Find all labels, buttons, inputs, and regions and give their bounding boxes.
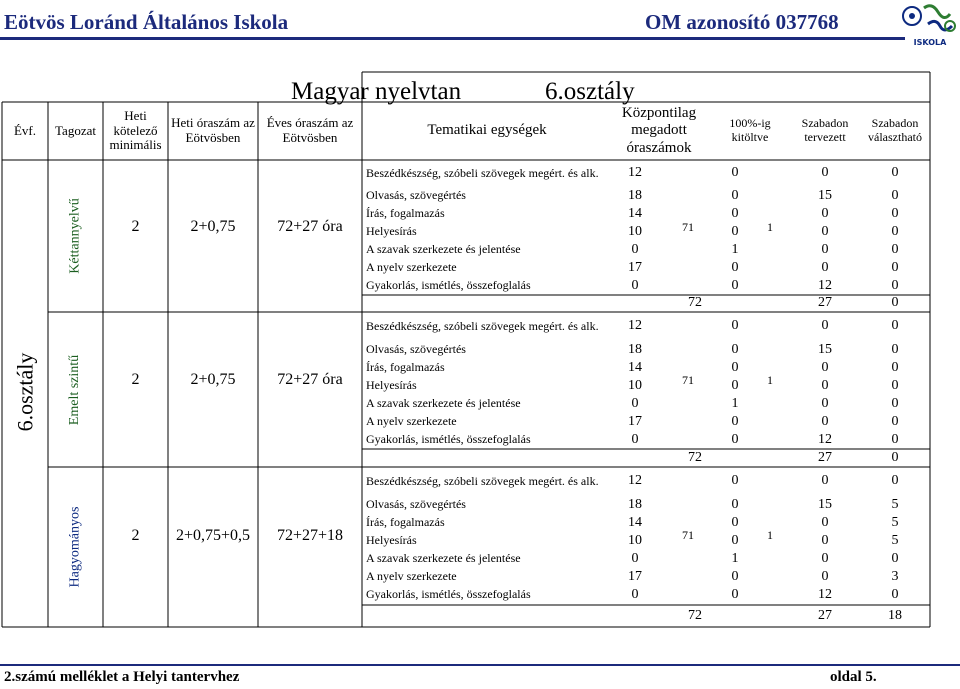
ext-cell: 0 <box>891 586 899 602</box>
kozp-cell: 18 <box>628 187 642 203</box>
eves-oraszam-value: 72+27 óra <box>277 218 343 236</box>
col-szabadon-tervezett: Szabadon tervezett <box>801 116 849 144</box>
eves-oraszam-value: 72+27+18 <box>276 526 344 544</box>
class-title: 6.osztály <box>545 78 635 105</box>
total-kozp: 72 <box>688 449 702 465</box>
tagozat-label: Emelt szintű <box>67 354 83 425</box>
heti-eotvos-value: 2+0,75 <box>190 218 236 236</box>
ext-cell: 0 <box>891 431 899 447</box>
table-row: Írás, fogalmazás <box>366 206 445 221</box>
terv-cell: 1 <box>731 241 739 257</box>
ext-cell: 0 <box>891 395 899 411</box>
val-cell: 0 <box>821 205 829 221</box>
heti-kotelezo-value: 2 <box>131 371 140 389</box>
header-rule <box>0 37 905 40</box>
val-cell: 0 <box>821 377 829 393</box>
szazalek-extra: 1 <box>767 528 773 543</box>
table-row: Beszédkészség, szóbeli szövegek megért. és alk. <box>366 165 599 180</box>
terv-cell: 0 <box>731 586 739 602</box>
total-val: 27 <box>818 449 832 465</box>
terv-cell: 0 <box>731 223 739 239</box>
kozp-cell: 0 <box>631 586 639 602</box>
ext-cell: 5 <box>891 514 899 530</box>
kozp-cell: 0 <box>631 550 639 566</box>
val-cell: 0 <box>821 359 829 375</box>
kozp-cell: 14 <box>628 514 642 530</box>
kozp-cell: 0 <box>631 431 639 447</box>
terv-cell: 0 <box>731 259 739 275</box>
val-cell: 0 <box>821 241 829 257</box>
footer-attachment: 2.számú melléklet a Helyi tantervhez <box>4 669 240 685</box>
table-row: A szavak szerkezete és jelentése <box>366 396 521 411</box>
val-cell: 0 <box>821 223 829 239</box>
val-cell: 12 <box>818 586 832 602</box>
school-logo <box>898 2 960 48</box>
ext-cell: 0 <box>891 277 899 293</box>
table-row: Beszédkészség, szóbeli szövegek megért. és alk. <box>366 318 599 333</box>
school-name: Eötvös Loránd Általános Iskola <box>4 10 289 34</box>
tagozat-label: Hagyományos <box>67 506 83 588</box>
val-cell: 12 <box>818 277 832 293</box>
table-row: Gyakorlás, ismétlés, összefoglalás <box>366 278 531 293</box>
terv-cell: 0 <box>731 532 739 548</box>
page-number: oldal 5. <box>830 669 877 685</box>
ext-cell: 0 <box>891 187 899 203</box>
val-cell: 15 <box>818 187 832 203</box>
val-cell: 15 <box>818 341 832 357</box>
col-evf: Évf. <box>13 122 37 138</box>
ext-cell: 0 <box>891 377 899 393</box>
table-row: Helyesírás <box>366 533 417 548</box>
subject-title: Magyar nyelvtan <box>291 78 462 105</box>
table-row: A nyelv szerkezete <box>366 260 457 275</box>
table-row: Beszédkészség, szóbeli szövegek megért. és alk. <box>366 473 599 488</box>
heti-eotvos-value: 2+0,75 <box>190 371 236 389</box>
col-szabadon-valaszthato: Szabadon választható <box>868 116 922 144</box>
szazalek-value: 71 <box>682 219 694 234</box>
val-cell: 0 <box>821 514 829 530</box>
terv-cell: 0 <box>731 318 739 334</box>
eves-oraszam-value: 72+27 óra <box>277 371 343 389</box>
table-row: Írás, fogalmazás <box>366 360 445 375</box>
kozp-cell: 0 <box>631 395 639 411</box>
total-val: 27 <box>818 295 832 311</box>
val-cell: 15 <box>818 496 832 512</box>
kozp-cell: 12 <box>628 473 642 489</box>
kozp-cell: 12 <box>628 165 642 181</box>
szazalek-extra: 1 <box>767 219 773 234</box>
kozp-cell: 17 <box>628 413 642 429</box>
ext-cell: 0 <box>891 341 899 357</box>
terv-cell: 1 <box>731 550 739 566</box>
tagozat-label: Kéttannyelvű <box>67 198 83 274</box>
table-row: A nyelv szerkezete <box>366 569 457 584</box>
terv-cell: 0 <box>731 496 739 512</box>
kozp-cell: 10 <box>628 532 642 548</box>
szazalek-extra: 1 <box>767 372 773 387</box>
val-cell: 0 <box>821 395 829 411</box>
ext-cell: 0 <box>891 165 899 181</box>
kozp-cell: 0 <box>631 277 639 293</box>
terv-cell: 0 <box>731 568 739 584</box>
kozp-cell: 10 <box>628 377 642 393</box>
val-cell: 0 <box>821 550 829 566</box>
heti-kotelezo-value: 2 <box>131 218 140 236</box>
ext-cell: 0 <box>891 473 899 489</box>
table-row: Helyesírás <box>366 378 417 393</box>
heti-eotvos-value: 2+0,75+0,5 <box>175 526 251 544</box>
kozp-cell: 17 <box>628 259 642 275</box>
val-cell: 0 <box>821 473 829 489</box>
terv-cell: 0 <box>731 431 739 447</box>
kozp-cell: 10 <box>628 223 642 239</box>
ext-cell: 3 <box>891 568 899 584</box>
table-row: Gyakorlás, ismétlés, összefoglalás <box>366 587 531 602</box>
terv-cell: 0 <box>731 377 739 393</box>
terv-cell: 0 <box>731 473 739 489</box>
terv-cell: 0 <box>731 413 739 429</box>
table-row: Olvasás, szövegértés <box>366 497 466 512</box>
total-kozp: 72 <box>688 295 702 311</box>
val-cell: 0 <box>821 259 829 275</box>
ext-cell: 0 <box>891 359 899 375</box>
kozp-cell: 14 <box>628 205 642 221</box>
total-val: 27 <box>818 607 832 623</box>
col-heti-kotelezo: Heti kötelező minimális <box>109 107 162 153</box>
ext-cell: 0 <box>891 223 899 239</box>
kozp-cell: 0 <box>631 241 639 257</box>
ext-cell: 0 <box>891 241 899 257</box>
kozp-cell: 12 <box>628 318 642 334</box>
ext-cell: 0 <box>891 413 899 429</box>
val-cell: 0 <box>821 318 829 334</box>
val-cell: 0 <box>821 568 829 584</box>
table-row: A nyelv szerkezete <box>366 414 457 429</box>
ext-cell: 5 <box>891 532 899 548</box>
evf-label: 6.osztály <box>12 352 38 432</box>
col-heti-eotvos: Heti óraszám az Eötvösben <box>171 115 255 145</box>
terv-cell: 0 <box>731 359 739 375</box>
footer-rule <box>0 664 960 666</box>
heti-kotelezo-value: 2 <box>131 526 140 544</box>
terv-cell: 0 <box>731 205 739 221</box>
table-row: Gyakorlás, ismétlés, összefoglalás <box>366 432 531 447</box>
val-cell: 0 <box>821 413 829 429</box>
total-kozp: 72 <box>688 607 702 623</box>
val-cell: 0 <box>821 165 829 181</box>
total-ext: 18 <box>888 607 902 623</box>
terv-cell: 0 <box>731 165 739 181</box>
kozp-cell: 14 <box>628 359 642 375</box>
col-szazalek: 100%-ig kitöltve <box>729 116 771 144</box>
terv-cell: 1 <box>731 395 739 411</box>
kozp-cell: 17 <box>628 568 642 584</box>
ext-cell: 0 <box>891 205 899 221</box>
ext-cell: 0 <box>891 550 899 566</box>
kozp-cell: 18 <box>628 341 642 357</box>
col-eves-oraszam: Éves óraszám az Eötvösben <box>266 115 354 145</box>
szazalek-value: 71 <box>682 372 694 387</box>
terv-cell: 0 <box>731 187 739 203</box>
ext-cell: 0 <box>891 318 899 334</box>
table-row: A szavak szerkezete és jelentése <box>366 242 521 257</box>
table-row: A szavak szerkezete és jelentése <box>366 551 521 566</box>
terv-cell: 0 <box>731 514 739 530</box>
val-cell: 0 <box>821 532 829 548</box>
col-tematikai: Tematikai egységek <box>427 122 547 139</box>
kozp-cell: 18 <box>628 496 642 512</box>
ext-cell: 5 <box>891 496 899 512</box>
szazalek-value: 71 <box>682 528 694 543</box>
om-identifier: OM azonosító 037768 <box>645 10 839 34</box>
terv-cell: 0 <box>731 277 739 293</box>
logo-text: ISKOLA <box>913 38 947 47</box>
ext-cell: 0 <box>891 259 899 275</box>
table-row: Olvasás, szövegértés <box>366 188 466 203</box>
terv-cell: 0 <box>731 341 739 357</box>
col-tagozat: Tagozat <box>55 122 96 138</box>
col-kozponti: Központilag megadott óraszámok <box>621 105 697 156</box>
total-ext: 0 <box>891 449 899 465</box>
table-row: Olvasás, szövegértés <box>366 342 466 357</box>
table-row: Írás, fogalmazás <box>366 515 445 530</box>
table-row: Helyesírás <box>366 224 417 239</box>
val-cell: 12 <box>818 431 832 447</box>
total-ext: 0 <box>891 295 899 311</box>
